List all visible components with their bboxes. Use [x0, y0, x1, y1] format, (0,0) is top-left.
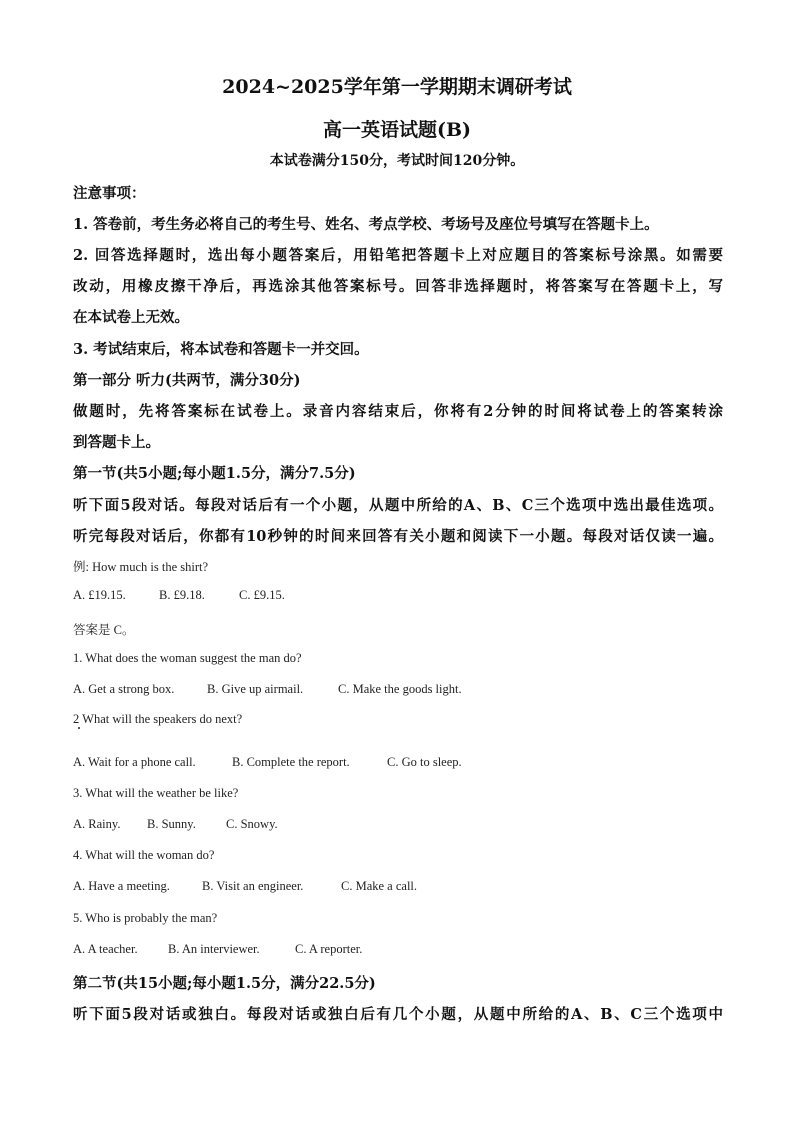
note-item-3: 3. 考试结束后，将本试卷和答题卡一并交回。 [73, 341, 369, 358]
question-5: 5. Who is probably the man? [73, 911, 218, 925]
question-2-option-b: B. Complete the report. [232, 755, 350, 769]
question-2: 2 What will the speakers do next? [73, 712, 243, 726]
example-question: 例: How much is the shirt? [73, 560, 209, 574]
part1-intro-line-1: 做题时，先将答案标在试卷上。录音内容结束后，你将有2分钟的时间将试卷上的答案转涂 [73, 403, 723, 420]
question-5-options [73, 942, 362, 957]
question-3-option-a: A. Rainy. [73, 817, 121, 831]
example-option-b: B. £9.18. [159, 588, 205, 602]
part1-heading: 第一部分 听力(共两节，满分30分) [73, 372, 301, 389]
question-1-options [73, 682, 462, 697]
note-item-2-line-1: 2. 回答选择题时，选出每小题答案后，用铅笔把答题卡上对应题目的答案标号涂黑。如需要 [73, 247, 723, 264]
question-2-option-a: A. Wait for a phone call. [73, 755, 196, 769]
note-item-1: 1. 答卷前，考生务必将自己的考生号、姓名、考点学校、考场号及座位号填写在答题卡上。 [73, 216, 659, 233]
example-option-a: A. £19.15. [73, 588, 126, 602]
question-5-option-c: C. A reporter. [295, 942, 363, 956]
example-options [73, 588, 285, 603]
question-5-option-b: B. An interviewer. [168, 942, 260, 956]
question-1-option-b: B. Give up airmail. [207, 682, 304, 696]
stray-dot [78, 727, 80, 729]
question-5-option-a: A. A teacher. [73, 942, 138, 956]
question-2-options [73, 755, 462, 770]
exam-info: 本试卷满分150分，考试时间120分钟。 [269, 153, 525, 169]
question-4: 4. What will the woman do? [73, 848, 215, 862]
example-answer: 答案是 C。 [73, 623, 135, 637]
question-3-options [73, 817, 278, 832]
section1-heading: 第一节(共5小题;每小题1.5分，满分7.5分) [73, 465, 356, 482]
question-1-option-c: C. Make the goods light. [338, 682, 462, 696]
part1-intro-line-2: 到答题卡上。 [73, 434, 160, 451]
section1-instruction-line-2: 听完每段对话后，你都有10秒钟的时间来回答有关小题和阅读下一小题。每段对话仅读一遍。 [73, 528, 723, 545]
question-1: 1. What does the woman suggest the man do? [73, 651, 302, 665]
notes-heading: 注意事项： [73, 185, 146, 202]
question-4-options [73, 879, 417, 894]
note-item-2-line-3: 在本试卷上无效。 [73, 309, 189, 326]
question-4-option-b: B. Visit an engineer. [202, 879, 304, 893]
example-option-c: C. £9.15. [239, 588, 285, 602]
question-2-option-c: C. Go to sleep. [387, 755, 462, 769]
question-3-option-c: C. Snowy. [226, 817, 278, 831]
note-item-2-line-2: 改动，用橡皮擦干净后，再选涂其他答案标号。回答非选择题时，将答案写在答题卡上，写 [73, 278, 723, 295]
question-4-option-a: A. Have a meeting. [73, 879, 170, 893]
section2-heading: 第二节(共15小题;每小题1.5分，满分22.5分) [73, 975, 376, 992]
question-3: 3. What will the weather be like? [73, 786, 239, 800]
exam-title: 2024~2025学年第一学期期末调研考试 [222, 76, 572, 98]
question-4-option-c: C. Make a call. [341, 879, 418, 893]
question-1-option-a: A. Get a strong box. [73, 682, 175, 696]
section1-instruction-line-1: 听下面5段对话。每段对话后有一个小题，从题中所给的A、B、C三个选项中选出最佳选项。 [73, 497, 723, 514]
section2-instruction-line-1: 听下面5段对话或独白。每段对话或独白后有几个小题，从题中所给的A、B、C三个选项中 [73, 1006, 723, 1023]
question-3-option-b: B. Sunny. [147, 817, 196, 831]
exam-subtitle: 高一英语试题(B) [322, 119, 472, 141]
